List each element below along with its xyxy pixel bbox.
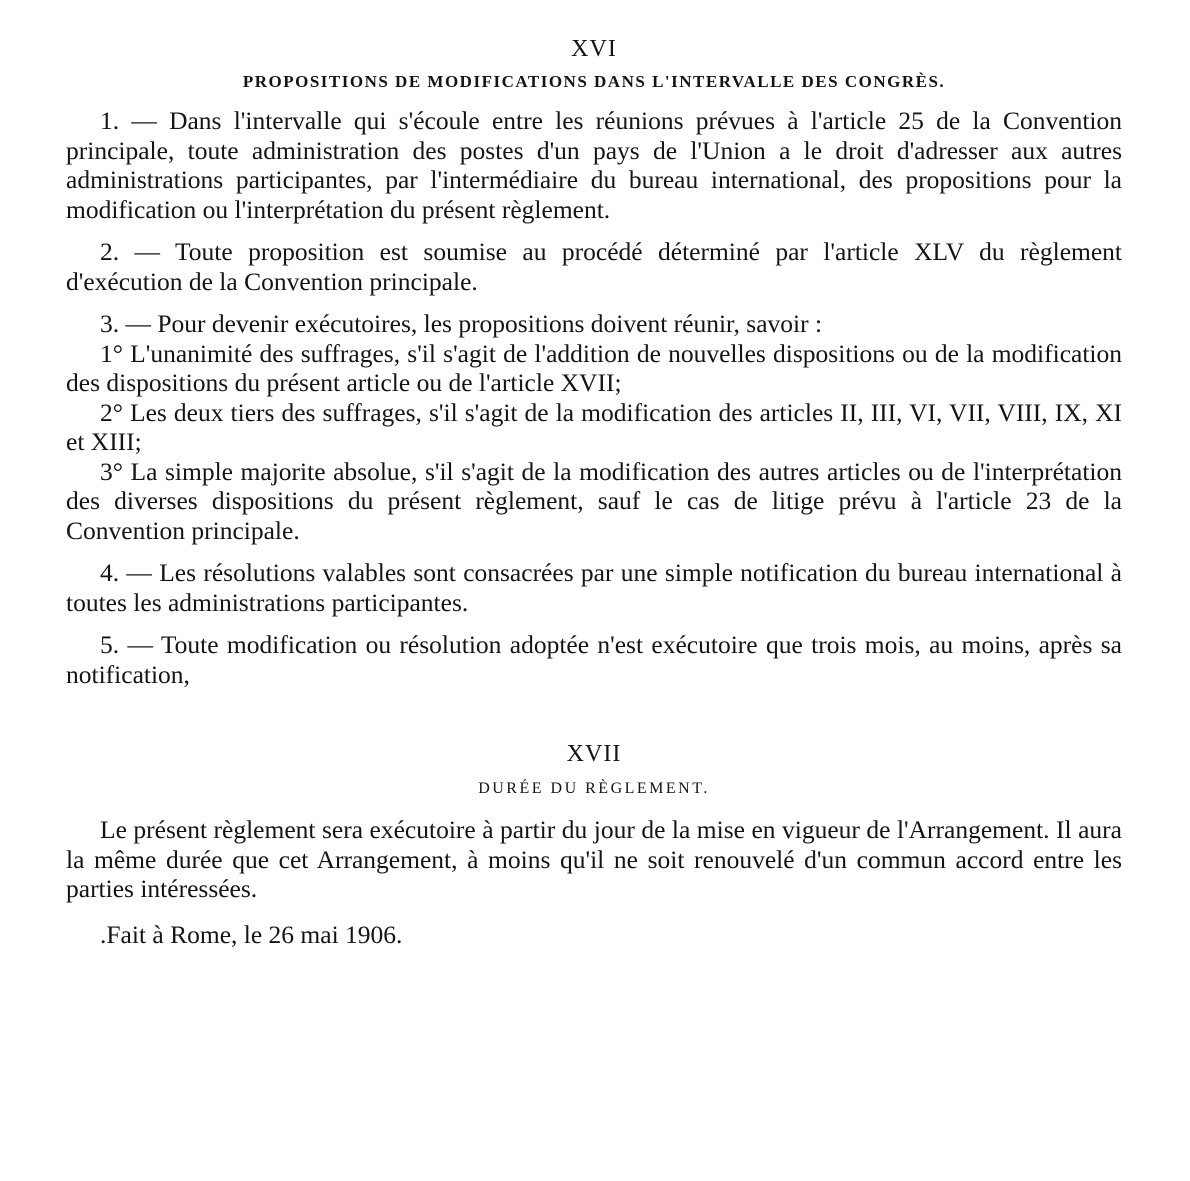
paragraph-duration: Le présent règlement sera exécutoire à partir du jour de la mise en vigueur de l'Arrangement. Il aura la même durée que cet Arrangement, à moins qu'il ne soit renouvelé d'un commun accord entre les parties intéressées. (66, 815, 1122, 903)
document-page (66, 34, 1122, 949)
section-number-xvii: XVII (566, 741, 622, 767)
subitem-1: 1° L'unanimité des suffrages, s'il s'agit de l'addition de nouvelles dispositions ou de la modification des dispositions du présent article ou de l'article XVII; (66, 338, 1122, 397)
paragraph-2: 2. — Toute proposition est soumise au procédé déterminé par l'article XLV du règlement d'exécution de la Convention principale. (66, 237, 1122, 296)
section-title-xvii: DURÉE DU RÈGLEMENT. (478, 780, 710, 797)
closing-line: .Fait à Rome, le 26 mai 1906. (100, 919, 403, 949)
subitem-3: 3° La simple majorite absolue, s'il s'agit de la modification des autres articles ou de l'interprétation des diverses dispositions du présent règlement, sauf le cas de litige prévu à l'article 23 de la Convention principale. (66, 456, 1122, 545)
paragraph-1: 1. — Dans l'intervalle qui s'écoule entre les réunions prévues à l'article 25 de la Convention principale, toute administration des postes d'un pays de l'Union a le droit d'adresser aux autres administrations participantes, par l'intermédiaire du bureau international, des propositions pour la modification ou l'interprétation du présent règlement. (66, 106, 1122, 224)
paragraph-5: 5. — Toute modification ou résolution adoptée n'est exécutoire que trois mois, au moins, après sa notification, (66, 630, 1122, 689)
paragraph-3: 3. — Pour devenir exécutoires, les propositions doivent réunir, savoir : (100, 309, 823, 338)
subitem-2: 2° Les deux tiers des suffrages, s'il s'agit de la modification des articles II, III, VI, VII, VIII, IX, XI et XIII; (66, 397, 1122, 456)
section-number-xvi: XVI (571, 36, 617, 62)
paragraph-4: 4. — Les résolutions valables sont consacrées par une simple notification du bureau international à toutes les administrations participantes. (66, 558, 1122, 617)
section-title-xvi: PROPOSITIONS DE MODIFICATIONS DANS L'INTERVALLE DES CONGRÈS. (242, 72, 946, 91)
